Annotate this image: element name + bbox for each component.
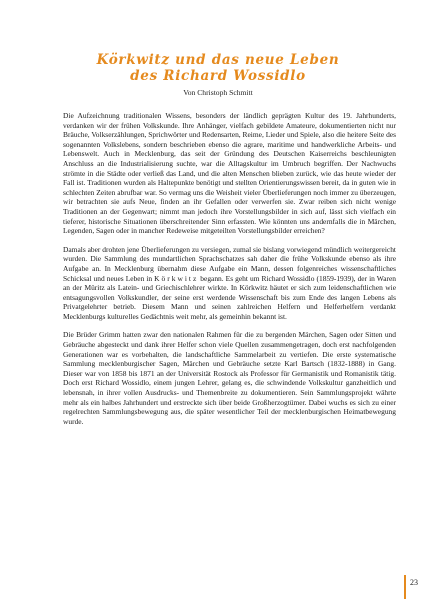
article-title (0, 52, 436, 84)
title-line-1: Körkwitz und das neue Leben (96, 52, 340, 68)
title-line-2: des Richard Wossidlo (130, 68, 306, 84)
paragraph-2 (63, 245, 396, 322)
page-number-rule (404, 575, 406, 599)
paragraph-1: Die Aufzeichnung traditionalen Wissens, besonders der ländlich geprägten Kultur des 19. Jahrhunderts, verdanken wir der frühen Volkskunde. Ihre Anhänger, vielfach gebildete Amateure, dokumentierten nicht nur Bräuche, Volkserzählungen, Sprichwörter und Redensarten, Reime, Lieder und Spiele, also die heitere Seite des sogenannten Volkslebens, sondern beschrieben ebenso die agrare, maritime und handwerkliche Arbeits- und Lebenswelt. Auch in Mecklenburg, das seit der Gründung des Deutschen Kaiserreichs beschleunigten Anschluss an die Industrialisierung suchte, war die Alltagskultur im Umbruch begriffen. Der Nachwuchs strömte in die Städte oder verließ das Land, und die alten Menschen blieben zurück, wie das heute wieder der Fall ist. Traditionen wurden als Haltepunkte benötigt und stellten Orientierungswissen bereit, da in guten wie in schlechten Zeiten abrufbar war. So vermag uns die Weisheit vieler Überlieferungen noch immer zu überzeugen, wir betrachten sie aufs Neue, finden an ihr Gefallen oder verwerfen sie. Zwar reiben sich nicht wenige Traditionen an der Gegenwart; nimmt man jedoch ihre Vorstellungsbilder in sich auf, lässt sich vielfach ein tieferer, historische Situationen überschreitender Sinn erfassten. Wie könnten uns andernfalls die in Märchen, Legenden, Sagen oder in mancher Redeweise mitgeteilten Vorstellungsbilder erreichen? (63, 111, 396, 236)
place-name-koerkwitz: Körkwitz (154, 273, 199, 283)
paragraph-2-part-2: begann. Es geht um Richard Wossidlo (1859-1939), der in Waren an der Müritz als Latein- und Griechischlehrer wirkte. In Körkwitz häutet er sich zum leidenschaftlichen wie entsagungsvollen Volkskundler, der seine erst werdende Wissenschaft bis zum Ende des langen Lebens als Privatgelehrter betrieb. Diesem Mann und seinen zahlreichen Helfern und Helferhelfern verdankt Mecklenburgs kulturelles Gedächtnis weit mehr, als gemeinhin bekannt ist. (63, 273, 397, 321)
article-header (0, 52, 436, 98)
paragraph-3: Die Brüder Grimm hatten zwar den nationalen Rahmen für die zu bergenden Märchen, Sagen oder Sitten und Gebräuche abgesteckt und dank ihrer Helfer schon viele Quellen zusammengetragen, doch erst nachfolgenden Generationen war es vorbehalten, die landschaftliche Sammelarbeit zu vertiefen. Die erste systematische Sammlung mecklenburgischer Sagen, Märchen und Gebräuche setzte Karl Bartsch (1832-1888) in Gang. Dieser war von 1858 bis 1871 an der Universität Rostock als Professor für Germanistik und Romanistik tätig. Doch erst Richard Wossidlo, einem jungen Lehrer, gelang es, die schwindende Volkskultur ganzheitlich und lebensnah, in ihrer vollen Ausdrucks- und Themenbreite zu dokumentieren. Sein Sammlungsprojekt währte mehr als ein halbes Jahrhundert und erstreckte sich über beide Großherzogtümer. Dabei wuchs es sich zu einer regelrechten Sammlungsbewegung aus, die später wesentlicher Teil der mecklenburgischen Heimatbewegung wurde. (63, 330, 396, 426)
paragraph-2-part-1: Damals aber drohten jene Überlieferungen zu versiegen, zumal sie bislang vorwiegend mündlich weitergereicht wurden. Die Sammlung des mundartlichen Sprachschatzes sah daher die frühe Volkskunde ebenso als ihre Aufgabe an. In Mecklenburg übernahm diese Aufgabe ein Mann, dessen folgenreiches wissenschaftliches Schicksal und neues Leben in (63, 244, 396, 283)
page-number: 23 (410, 578, 418, 587)
article-body (63, 111, 396, 435)
byline: Von Christoph Schmitt (183, 88, 253, 97)
